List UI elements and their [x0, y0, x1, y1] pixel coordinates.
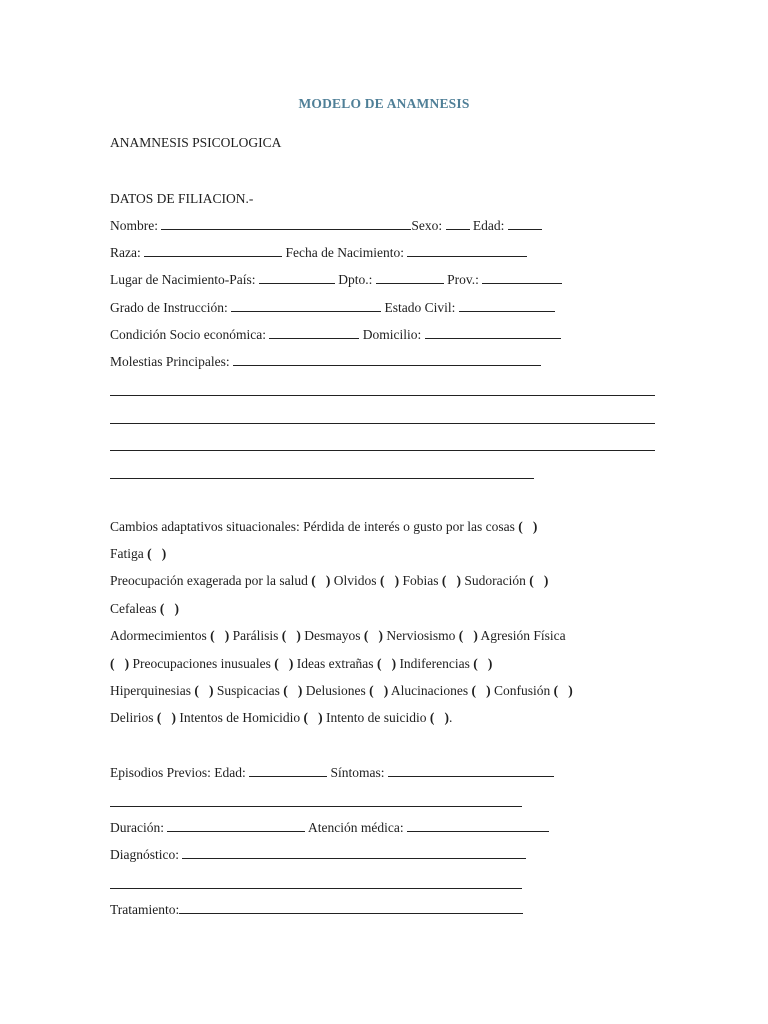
field-edad[interactable] [508, 217, 542, 230]
row-cambios-5 [110, 627, 566, 645]
row-cambios-6 [110, 655, 492, 673]
field-estado-civil[interactable] [459, 299, 555, 312]
label-hiperquinesias: Hiperquinesias [110, 683, 191, 698]
checkbox-agresion[interactable]: ( ) [110, 656, 130, 671]
label-tratamiento: Tratamiento: [110, 902, 180, 917]
label-agresion: Agresión Física [480, 628, 566, 643]
row-molestias [110, 353, 541, 371]
label-preocupaciones-inusuales: Preocupaciones inusuales [132, 656, 271, 671]
field-molestias[interactable] [233, 353, 541, 366]
label-diagnostico: Diagnóstico: [110, 847, 179, 862]
label-atencion: Atención médica: [308, 820, 404, 835]
label-dpto: Dpto.: [338, 272, 373, 287]
field-prov[interactable] [482, 271, 562, 284]
label-fecha-nacimiento: Fecha de Nacimiento: [285, 245, 404, 260]
row-cambios-2 [110, 545, 166, 563]
label-delirios: Delirios [110, 710, 154, 725]
field-fecha-nacimiento[interactable] [407, 244, 527, 257]
checkbox-desmayos[interactable]: ( ) [363, 628, 383, 643]
field-nombre[interactable] [161, 217, 411, 230]
row-cambios-4 [110, 600, 179, 618]
label-nerviosismo: Nerviosismo [386, 628, 456, 643]
field-atencion[interactable] [407, 819, 549, 832]
label-estado-civil: Estado Civil: [384, 300, 456, 315]
field-duracion[interactable] [167, 819, 305, 832]
field-condicion[interactable] [269, 326, 359, 339]
label-prov: Prov.: [447, 272, 479, 287]
checkbox-perdida-interes[interactable]: ( ) [518, 519, 538, 534]
label-sudoracion: Sudoración [464, 573, 526, 588]
label-cambios-intro: Cambios adaptativos situacionales: Pérdida de interés o gusto por las cosas [110, 519, 515, 534]
label-sexo: Sexo: [411, 218, 443, 233]
label-suicidio: Intento de suicidio [325, 710, 427, 725]
field-raza[interactable] [144, 244, 282, 257]
checkbox-preocupaciones-inusuales[interactable]: ( ) [274, 656, 294, 671]
label-homicidio: Intentos de Homicidio [179, 710, 301, 725]
checkbox-delirios[interactable]: ( ) [156, 710, 176, 725]
label-adormecimientos: Adormecimientos [110, 628, 207, 643]
checkbox-suspicacias[interactable]: ( ) [283, 683, 303, 698]
checkbox-indiferencias[interactable]: ( ) [473, 656, 493, 671]
label-suspicacias: Suspicacias [216, 683, 280, 698]
checkbox-suicidio[interactable]: ( ) [429, 710, 449, 725]
label-desmayos: Desmayos [304, 628, 361, 643]
checkbox-hiperquinesias[interactable]: ( ) [194, 683, 214, 698]
field-pais[interactable] [259, 271, 335, 284]
checkbox-ideas-extranas[interactable]: ( ) [376, 656, 397, 671]
label-confusion: Confusión [493, 683, 551, 698]
checkbox-cefaleas[interactable]: ( ) [159, 601, 179, 616]
row-diagnostico [110, 846, 526, 864]
label-alucinaciones: Alucinaciones [390, 683, 469, 698]
document-subtitle: ANAMNESIS PSICOLOGICA [110, 135, 282, 150]
molestias-line-4[interactable] [110, 478, 534, 479]
field-episodios-edad[interactable] [249, 764, 327, 777]
document-title: MODELO DE ANAMNESIS [298, 96, 470, 111]
field-grado-instruccion[interactable] [231, 299, 381, 312]
molestias-line-1[interactable] [110, 395, 655, 396]
checkbox-confusion[interactable]: ( ) [553, 683, 573, 698]
label-episodios-edad: Episodios Previos: Edad: [110, 765, 246, 780]
label-paralisis: Parálisis [232, 628, 279, 643]
row-raza [110, 244, 527, 262]
field-dpto[interactable] [376, 271, 444, 284]
label-fobias: Fobias [402, 573, 439, 588]
label-condicion: Condición Socio económica: [110, 327, 266, 342]
label-duracion: Duración: [110, 820, 164, 835]
row-cambios-1 [110, 518, 537, 536]
diagnostico-line-2[interactable] [110, 888, 522, 889]
row-condicion [110, 326, 561, 344]
row-lugar-nacimiento [110, 271, 562, 289]
label-fatiga: Fatiga [110, 546, 144, 561]
label-lugar-nacimiento: Lugar de Nacimiento-País: [110, 272, 256, 287]
row-tratamiento [110, 901, 523, 919]
label-nombre: Nombre: [110, 218, 158, 233]
checkbox-olvidos[interactable]: ( ) [379, 573, 400, 588]
label-ideas-extranas: Ideas extrañas [296, 656, 374, 671]
checkbox-fatiga[interactable]: ( ) [147, 546, 167, 561]
label-domicilio: Domicilio: [362, 327, 422, 342]
checkbox-adormecimientos[interactable]: ( ) [210, 628, 230, 643]
label-grado-instruccion: Grado de Instrucción: [110, 300, 228, 315]
molestias-line-2[interactable] [110, 423, 655, 424]
label-indiferencias: Indiferencias [399, 656, 470, 671]
checkbox-alucinaciones[interactable]: ( ) [471, 683, 491, 698]
checkbox-preocupacion-salud[interactable]: ( ) [311, 573, 331, 588]
checkbox-paralisis[interactable]: ( ) [281, 628, 301, 643]
field-sexo[interactable] [446, 217, 470, 230]
row-grado-instruccion [110, 299, 555, 317]
row-cambios-8 [110, 709, 452, 727]
field-domicilio[interactable] [425, 326, 561, 339]
field-sintomas[interactable] [388, 764, 554, 777]
checkbox-delusiones[interactable]: ( ) [369, 683, 389, 698]
checkbox-nerviosismo[interactable]: ( ) [458, 628, 478, 643]
label-edad: Edad: [472, 218, 505, 233]
label-raza: Raza: [110, 245, 141, 260]
row-episodios [110, 764, 554, 782]
label-sintomas: Síntomas: [330, 765, 385, 780]
label-cefaleas: Cefaleas [110, 601, 157, 616]
label-preocupacion-salud: Preocupación exagerada por la salud [110, 573, 308, 588]
row-cambios-7 [110, 682, 573, 700]
row-cambios-3 [110, 572, 548, 590]
field-diagnostico[interactable] [182, 846, 526, 859]
checkbox-fobias[interactable]: ( ) [441, 573, 461, 588]
label-molestias: Molestias Principales: [110, 354, 230, 369]
period: . [448, 710, 453, 725]
checkbox-sudoracion[interactable]: ( ) [529, 573, 549, 588]
field-tratamiento[interactable] [179, 901, 523, 914]
row-nombre [110, 217, 542, 235]
section-heading-filiacion: DATOS DE FILIACION.- [110, 191, 254, 206]
sintomas-line-2[interactable] [110, 806, 522, 807]
molestias-line-3[interactable] [110, 450, 655, 451]
label-delusiones: Delusiones [305, 683, 366, 698]
label-olvidos: Olvidos [333, 573, 377, 588]
checkbox-homicidio[interactable]: ( ) [303, 710, 323, 725]
row-duracion [110, 819, 549, 837]
